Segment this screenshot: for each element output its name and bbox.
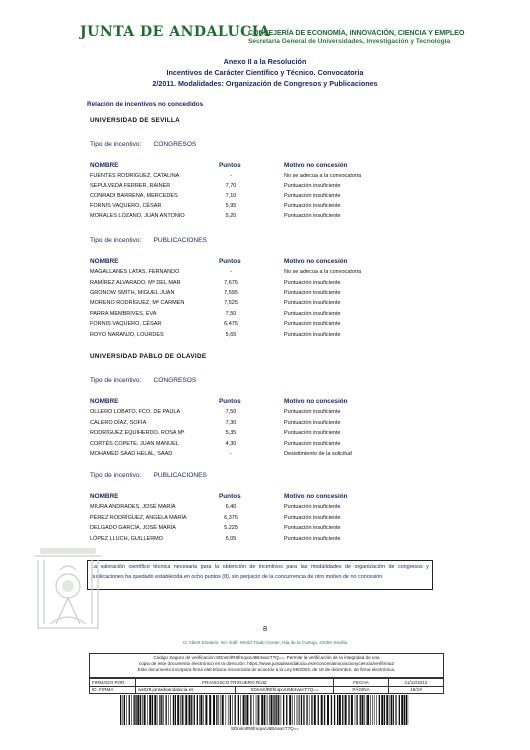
cell-points: 5,20 bbox=[225, 213, 237, 219]
cell-reason: No se adecua a la convocatoria bbox=[284, 269, 362, 275]
tipo-incentivo bbox=[90, 141, 196, 148]
cell-name: CONRADI BARRENA, MERCEDES bbox=[90, 193, 178, 199]
barcode-bar bbox=[271, 695, 273, 725]
barcode-bar bbox=[379, 695, 380, 725]
pagina-label: PÁGINA bbox=[334, 686, 389, 694]
title-line-2: Incentivos de Carácter Científico y Técnico. Convocatoria bbox=[166, 68, 364, 77]
barcode-bar bbox=[318, 695, 319, 725]
cell-reason: Puntuación insuficiente bbox=[284, 321, 341, 327]
barcode-bar bbox=[220, 695, 221, 725]
cell-name: PÉREZ RODRÍGUEZ, ANGELA MARÍA bbox=[90, 515, 187, 521]
barcode-bar bbox=[274, 695, 275, 725]
barcode-bar bbox=[149, 695, 151, 725]
fecha-value: 11/12/2012 bbox=[389, 679, 444, 687]
secretaria-name: Secretaría General de Universidades, Investigación y Tecnología bbox=[248, 38, 451, 45]
barcode-bar bbox=[157, 695, 158, 725]
barcode-bar bbox=[334, 695, 335, 725]
barcode-bar bbox=[384, 695, 385, 725]
cell-points: 6,375 bbox=[224, 515, 238, 521]
tipo-incentivo bbox=[90, 237, 207, 244]
table-row bbox=[90, 321, 430, 331]
table-row bbox=[90, 504, 430, 514]
barcode-bar bbox=[222, 695, 224, 725]
barcode-bar bbox=[258, 695, 259, 725]
barcode-bar bbox=[351, 695, 353, 725]
cell-reason: Puntuación insuficiente bbox=[284, 213, 341, 219]
table-row bbox=[90, 420, 430, 430]
cell-reason: Puntuación insuficiente bbox=[284, 183, 341, 189]
verification-box bbox=[89, 653, 444, 678]
cell-points: - bbox=[230, 269, 232, 275]
cell-points: 5,225 bbox=[224, 525, 238, 531]
barcode-bar bbox=[339, 695, 341, 725]
barcode-bar bbox=[199, 695, 200, 725]
barcode-bar bbox=[286, 695, 287, 725]
tipo-value: CONGRESOS bbox=[153, 377, 197, 384]
barcode-bar bbox=[216, 695, 217, 725]
col-header-reason: Motivo no concesión bbox=[284, 258, 348, 265]
cell-points: 4,30 bbox=[225, 441, 237, 447]
cell-name: OLLERO LOBATO, FCO. DE PAULA bbox=[90, 409, 181, 415]
andalucia-emblem-watermark bbox=[30, 540, 106, 636]
cell-reason: Puntuación insuficiente bbox=[284, 409, 341, 415]
cell-name: MIURA ANDRADES, JOSÉ MARÍA bbox=[90, 504, 176, 510]
cell-points: 7,50 bbox=[225, 311, 237, 317]
col-header-reason: Motivo no concesión bbox=[284, 398, 348, 405]
page-number: 8 bbox=[262, 624, 268, 633]
barcode-bar bbox=[345, 695, 347, 725]
barcode-bar bbox=[342, 695, 343, 725]
barcode-bar bbox=[406, 695, 407, 725]
cell-name: ROYO NARANJO, LOURDES bbox=[90, 332, 164, 338]
cell-reason: Puntuación insuficiente bbox=[284, 332, 341, 338]
cell-points: 7,50 bbox=[225, 409, 237, 415]
barcode-bar bbox=[168, 695, 169, 725]
cell-reason: Puntuación insuficiente bbox=[284, 290, 341, 296]
tipo-label: Tipo de incentivo: bbox=[90, 141, 142, 148]
cell-points: 7,10 bbox=[225, 193, 237, 199]
cell-points: 5,95 bbox=[225, 203, 237, 209]
tipo-value: CONGRESOS bbox=[153, 141, 197, 148]
barcode-bar bbox=[197, 695, 198, 725]
barcode-bar bbox=[390, 695, 391, 725]
id-firma-server: ws029.juntadeandalucia.es bbox=[136, 686, 236, 694]
cell-reason: Puntuación insuficiente bbox=[284, 441, 341, 447]
barcode-bar bbox=[276, 695, 277, 725]
cell-name: RAMÍREZ ALVARADO, Mª DEL MAR bbox=[90, 280, 181, 286]
cell-name: FORNIS VAQUERO, CÉSAR bbox=[90, 203, 162, 209]
barcode-bar bbox=[218, 695, 219, 725]
barcode-bar bbox=[278, 695, 279, 725]
barcode-bar bbox=[399, 695, 400, 725]
barcode-bar bbox=[395, 695, 396, 725]
university-heading: UNIVERSIDAD PABLO DE OLAVIDE bbox=[90, 353, 207, 360]
cell-reason: Puntuación insuficiente bbox=[284, 420, 341, 426]
barcode-bar bbox=[311, 695, 312, 725]
barcode-bar bbox=[370, 695, 371, 725]
table-row bbox=[90, 451, 430, 461]
cell-name: CALERO DÍAZ, SOFÍA bbox=[90, 420, 147, 426]
cell-reason: Desistimiento de la solicitud bbox=[284, 451, 352, 457]
cell-points: 6,40 bbox=[225, 504, 237, 510]
cell-name: PARRA MEMBRIVES, EVA bbox=[90, 311, 157, 317]
cell-name: MORALES LOZANO, JUAN ANTONIO bbox=[90, 213, 185, 219]
barcode-bar bbox=[386, 695, 388, 725]
barcode-bar bbox=[126, 695, 127, 725]
barcode-bar bbox=[331, 695, 332, 725]
cell-points: 5,05 bbox=[225, 536, 237, 542]
barcode-bar bbox=[123, 695, 124, 725]
tipo-incentivo bbox=[90, 472, 207, 479]
barcode-bar bbox=[348, 695, 349, 725]
barcode-bar bbox=[253, 695, 254, 725]
cell-points: 7,30 bbox=[225, 420, 237, 426]
barcode-bar bbox=[230, 695, 231, 725]
table-row bbox=[90, 311, 430, 321]
barcode-bar bbox=[257, 695, 258, 725]
barcode-bar bbox=[321, 695, 323, 725]
cell-points: - bbox=[230, 451, 232, 457]
barcode-bar bbox=[152, 695, 153, 725]
barcode-bar bbox=[404, 695, 405, 725]
col-header-name: NOMBRE bbox=[90, 258, 119, 265]
id-firma-label: ID. FIRMA bbox=[90, 686, 136, 694]
cell-name: MOHAMED SAAD HELAL, SAAD bbox=[90, 451, 173, 457]
barcode-bar bbox=[232, 695, 233, 725]
table-row bbox=[90, 173, 430, 183]
relacion-heading: Relación de incentivos no concedidos bbox=[87, 101, 204, 108]
table-row bbox=[90, 290, 430, 300]
barcode-bar bbox=[306, 695, 307, 725]
barcode-bar bbox=[360, 695, 361, 725]
barcode-bar bbox=[301, 695, 302, 725]
barcode-bar bbox=[299, 695, 300, 725]
barcode-bar bbox=[238, 695, 239, 725]
cell-points: 7,675 bbox=[224, 280, 238, 286]
cell-reason: Puntuación insuficiente bbox=[284, 504, 341, 510]
barcode-bar bbox=[314, 695, 316, 725]
table-row bbox=[90, 409, 430, 419]
barcode-bar bbox=[120, 695, 121, 725]
cell-name: SEPÚLVEDA FERRER, RAINER bbox=[90, 183, 171, 189]
verification-line-2: copia de este documento electrónico en la dirección: https://www.juntadeandalucia.es/economiainnovacionyciencia/verifirma2 bbox=[138, 661, 395, 666]
barcode-bar bbox=[173, 695, 174, 725]
barcode-bar bbox=[191, 695, 192, 725]
barcode-bar bbox=[283, 695, 284, 725]
title-line-3: 2/2011. Modalidades: Organización de Congresos y Publicaciones bbox=[152, 79, 378, 88]
signature-row bbox=[90, 679, 444, 687]
verification-line-1: Código Seguro de verificación:SDnsmfR6fmqxvU6B4vwcT7Q==. Permite la verificación de la integridad de una bbox=[153, 655, 380, 660]
tipo-value: PUBLICACIONES bbox=[153, 472, 207, 479]
university-heading: UNIVERSIDAD DE SEVILLA bbox=[90, 117, 181, 124]
col-header-points: Puntos bbox=[219, 398, 241, 405]
barcode-bar bbox=[289, 695, 291, 725]
tipo-label: Tipo de incentivo: bbox=[90, 237, 142, 244]
barcode-bar bbox=[203, 695, 204, 725]
signature-table bbox=[89, 678, 444, 694]
barcode-bar bbox=[294, 695, 295, 725]
barcode-bar bbox=[170, 695, 171, 725]
signature-row bbox=[90, 686, 444, 694]
firmado-por-value: FRANCISCO TRIGUERO RUIZ bbox=[136, 679, 334, 687]
barcode-bar bbox=[154, 695, 156, 725]
cell-name: FUENTES RODRÍGUEZ, CATALINA bbox=[90, 173, 180, 179]
barcode-bar bbox=[250, 695, 251, 725]
cell-points: 5,65 bbox=[225, 332, 237, 338]
barcode-bar bbox=[175, 695, 176, 725]
barcode-bar bbox=[366, 695, 367, 725]
barcode-bar bbox=[226, 695, 227, 725]
table-row bbox=[90, 515, 430, 525]
table-row bbox=[90, 213, 430, 223]
barcode-bar bbox=[327, 695, 329, 725]
table-row bbox=[90, 332, 430, 342]
barcode-bar bbox=[273, 695, 274, 725]
cell-points: 7,70 bbox=[225, 183, 237, 189]
barcode-bar bbox=[159, 695, 160, 725]
tipo-value: PUBLICACIONES bbox=[153, 237, 207, 244]
firmado-por-label: FIRMADO POR bbox=[90, 679, 136, 687]
tipo-incentivo bbox=[90, 377, 196, 384]
barcode-bar bbox=[303, 695, 304, 725]
barcode-bar bbox=[124, 695, 125, 725]
barcode-bar bbox=[185, 695, 187, 725]
table-row bbox=[90, 441, 430, 451]
col-header-reason: Motivo no concesión bbox=[284, 162, 348, 169]
col-header-points: Puntos bbox=[219, 258, 241, 265]
barcode-bar bbox=[261, 695, 263, 725]
barcode-bar bbox=[235, 695, 236, 725]
cell-name: GRONOW SMITH, MIGUEL JUAN bbox=[90, 290, 175, 296]
fecha-label: FECHA bbox=[334, 679, 389, 687]
col-header-reason: Motivo no concesión bbox=[284, 493, 348, 500]
cell-name: CORTÉS COPETE, JUAN MANUEL bbox=[90, 441, 179, 447]
cell-reason: Puntuación insuficiente bbox=[284, 203, 341, 209]
barcode-bar bbox=[264, 695, 265, 725]
barcode-bar bbox=[163, 695, 164, 725]
barcode-bar bbox=[161, 695, 162, 725]
barcode-bar bbox=[246, 695, 248, 725]
table-row bbox=[90, 525, 430, 535]
id-firma-code: SDnsmfR6fmqxvU6B4vwcT7Q== bbox=[236, 686, 334, 694]
barcode-bar bbox=[205, 695, 207, 725]
table-row bbox=[90, 280, 430, 290]
barcode-bar bbox=[266, 695, 267, 725]
barcode-bar bbox=[362, 695, 364, 725]
note-box: La valoración científico técnica necesaria para la obtención de incentivos para las modalidades de organización de congresos y publicaciones ha quedado establecida en ocho puntos (8), sin perjuicio de la concurrencia de otro motivo de no concesión bbox=[87, 560, 433, 590]
cell-reason: Puntuación insuficiente bbox=[284, 525, 341, 531]
cell-reason: Puntuación insuficiente bbox=[284, 430, 341, 436]
barcode-bar bbox=[381, 695, 383, 725]
table-row bbox=[90, 203, 430, 213]
table-row bbox=[90, 193, 430, 203]
cell-points: 7,525 bbox=[224, 300, 238, 306]
barcode-bar bbox=[376, 695, 377, 725]
barcode-bar bbox=[396, 695, 397, 725]
barcode-bar bbox=[200, 695, 202, 725]
barcode-bar bbox=[134, 695, 135, 725]
barcode-bar bbox=[309, 695, 310, 725]
cell-reason: Puntuación insuficiente bbox=[284, 536, 341, 542]
cell-reason: Puntuación insuficiente bbox=[284, 280, 341, 286]
barcode-bar bbox=[364, 695, 365, 725]
cell-reason: Puntuación insuficiente bbox=[284, 193, 341, 199]
tipo-label: Tipo de incentivo: bbox=[90, 377, 142, 384]
consejeria-name: CONSEJERÍA DE ECONOMÍA, INNOVACIÓN, CIENCIA Y EMPLEO bbox=[248, 28, 465, 37]
barcode-bar bbox=[189, 695, 191, 725]
table-row bbox=[90, 183, 430, 193]
barcode-bar bbox=[269, 695, 270, 725]
cell-name: RODRÍGUEZ EQUIHERDO, ROSA Mª bbox=[90, 430, 185, 436]
barcode-bar bbox=[391, 695, 392, 725]
footer-address: C/ Albert Einstein, s/n. Edif. World Trade Center, Isla de la Cartuja. 41092-Sevilla bbox=[182, 640, 348, 645]
barcode-bar bbox=[298, 695, 299, 725]
table-row bbox=[90, 300, 430, 310]
barcode-bar bbox=[292, 695, 293, 725]
cell-name: MAGALLANES LATAS, FERNANDO bbox=[90, 269, 180, 275]
cell-points: 6,475 bbox=[224, 321, 238, 327]
cell-reason: Puntuación insuficiente bbox=[284, 515, 341, 521]
barcode-bar bbox=[393, 695, 394, 725]
barcode-text: SDnsmfR6fmqxvU6B4vwcT7Q== bbox=[230, 726, 300, 731]
barcode-bar bbox=[281, 695, 282, 725]
pagina-value: 19/19 bbox=[389, 686, 444, 694]
barcode-bar bbox=[401, 695, 403, 725]
barcode-bar bbox=[355, 695, 356, 725]
barcode-bar bbox=[182, 695, 183, 725]
barcode-bar bbox=[372, 695, 373, 725]
barcode-bar bbox=[131, 695, 132, 725]
barcode-bar bbox=[228, 695, 229, 725]
cell-name: LÓPEZ LLUCH, GUILLERMO bbox=[90, 536, 164, 542]
cell-name: MORENO RODRÍGUEZ, Mª CARMEN bbox=[90, 300, 185, 306]
table-row bbox=[90, 536, 430, 546]
barcode-bar bbox=[297, 695, 298, 725]
tipo-label: Tipo de incentivo: bbox=[90, 472, 142, 479]
barcode-bar bbox=[135, 695, 136, 725]
cell-name: DELGADO GARCÍA, JOSÉ MARÍA bbox=[90, 525, 176, 531]
col-header-points: Puntos bbox=[219, 162, 241, 169]
barcode-bar bbox=[194, 695, 195, 725]
barcode-bar bbox=[243, 695, 245, 725]
barcode-bar bbox=[268, 695, 269, 725]
verification-line-3: Este documento incorpora firma electrónica reconocida de acuerdo a la Ley 59/2003, de 19 de diciembre, de firma electrónica. bbox=[137, 667, 396, 672]
title-line-1: Anexo II a la Resolución bbox=[223, 57, 307, 66]
cell-reason: Puntuación insuficiente bbox=[284, 311, 341, 317]
cell-reason: No se adecua a la convocatoria bbox=[284, 173, 362, 179]
table-row bbox=[90, 430, 430, 440]
barcode-bar bbox=[374, 695, 375, 725]
cell-points: 7,595 bbox=[224, 290, 238, 296]
barcode-bar bbox=[180, 695, 181, 725]
barcode-bar bbox=[240, 695, 241, 725]
barcode-bar bbox=[142, 695, 143, 725]
barcode-bar bbox=[166, 695, 167, 725]
barcode-bar bbox=[144, 695, 146, 725]
barcode-bar bbox=[245, 695, 246, 725]
barcode-bar bbox=[357, 695, 358, 725]
barcode-bar bbox=[337, 695, 338, 725]
col-header-name: NOMBRE bbox=[90, 493, 119, 500]
table-row bbox=[90, 269, 430, 279]
barcode-bar bbox=[129, 695, 130, 725]
junta-logo: JUNTA DE ANDALUCIA bbox=[80, 24, 271, 40]
barcode-bar bbox=[367, 695, 369, 725]
barcode-bar bbox=[177, 695, 179, 725]
barcode-bar bbox=[209, 695, 211, 725]
cell-points: 5,35 bbox=[225, 430, 237, 436]
barcode-bar bbox=[256, 695, 257, 725]
barcode-bar bbox=[147, 695, 148, 725]
barcode-bar bbox=[137, 695, 139, 725]
cell-points: - bbox=[230, 173, 232, 179]
cell-reason: Puntuación insuficiente bbox=[284, 300, 341, 306]
barcode-bar bbox=[213, 695, 215, 725]
barcode-bar bbox=[140, 695, 141, 725]
barcode-bar bbox=[184, 695, 185, 725]
barcode-bar bbox=[408, 695, 409, 725]
cell-name: FORNIS VAQUERO, CÉSAR bbox=[90, 321, 162, 327]
col-header-name: NOMBRE bbox=[90, 398, 119, 405]
barcode-bar bbox=[324, 695, 325, 725]
col-header-points: Puntos bbox=[219, 493, 241, 500]
col-header-name: NOMBRE bbox=[90, 162, 119, 169]
barcode-image bbox=[120, 695, 410, 725]
